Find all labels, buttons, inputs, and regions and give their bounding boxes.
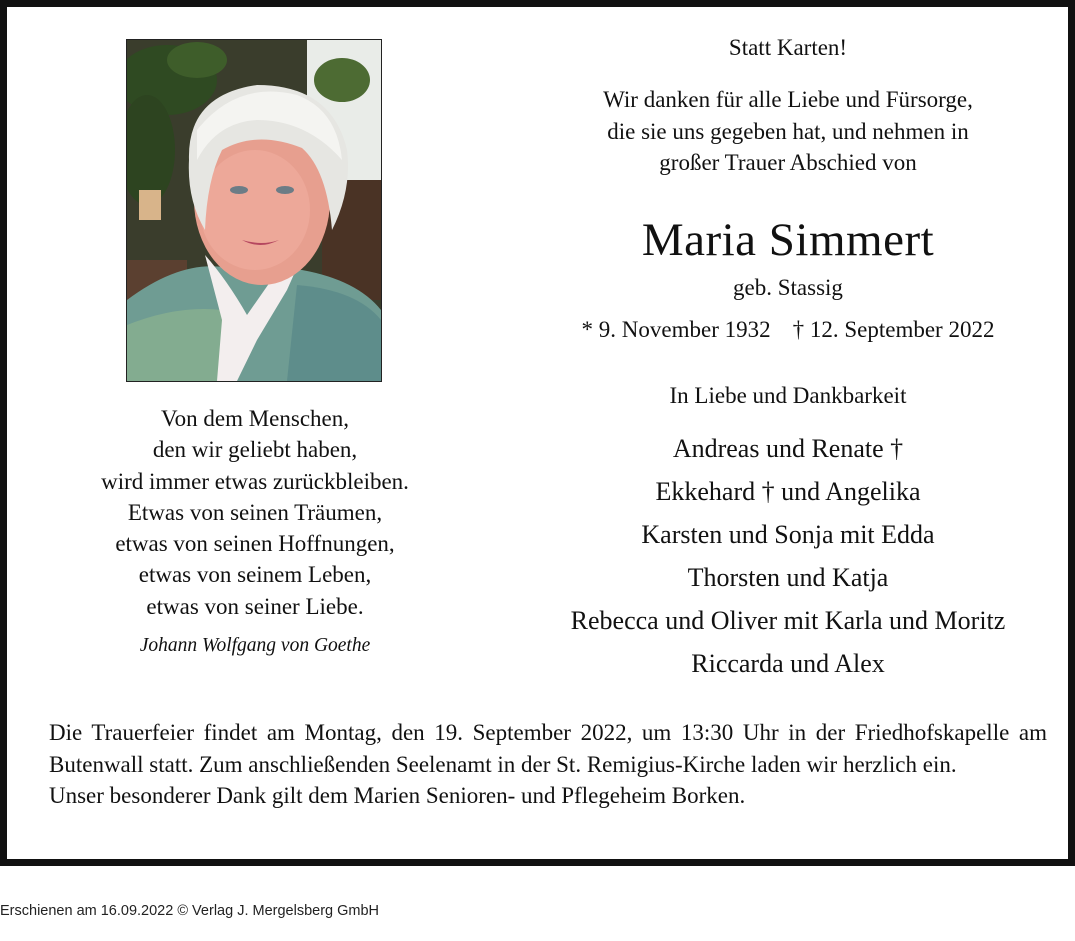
mourner-entry: Andreas und Renate †: [672, 434, 904, 463]
poem-line: wird immer etwas zurückbleiben.: [101, 468, 409, 494]
birth-date: * 9. November 1932: [581, 317, 771, 342]
poem: [45, 403, 465, 622]
mourner-entry: Karsten und Sonja mit Edda: [641, 520, 935, 549]
header-statt-karten: Statt Karten!: [728, 35, 848, 60]
deceased-name: Maria Simmert: [641, 214, 935, 266]
mourner-entry: Ekkehard † und Angelika: [655, 477, 921, 506]
thanks-line: die sie uns gegeben hat, und nehmen in: [607, 118, 969, 144]
poem-line: Von dem Menschen,: [160, 406, 350, 431]
mourners-list: [503, 427, 1073, 685]
funeral-details: Die Trauerfeier findet am Montag, den 19. September 2022, um 13:30 Uhr in der Friedhofskapelle am Butenwall statt. Zum anschließenden Seelenamt in der St. Remigius-Kirche laden wir herzlich ein.: [49, 720, 1047, 777]
special-thanks: Unser besonderer Dank gilt dem Marien Senioren- und Pflegeheim Borken.: [49, 783, 746, 808]
birth-name: geb. Stassig: [733, 275, 843, 300]
mourner-entry: Riccarda und Alex: [691, 649, 885, 678]
dedication: In Liebe und Dankbarkeit: [669, 383, 907, 408]
poem-line: etwas von seiner Liebe.: [146, 593, 364, 619]
thanks-line: großer Trauer Abschied von: [659, 150, 917, 175]
portrait-image: [127, 40, 381, 381]
poem-author: Johann Wolfgang von Goethe: [139, 635, 371, 656]
life-dates: [503, 317, 1073, 343]
portrait-photo: [126, 39, 382, 382]
poem-line: Etwas von seinen Träumen,: [127, 499, 383, 525]
mourner-entry: Rebecca und Oliver mit Karla und Moritz: [570, 606, 1006, 635]
poem-line: etwas von seinen Hoffnungen,: [115, 531, 395, 557]
poem-line: etwas von seinem Leben,: [138, 562, 372, 588]
poem-line: den wir geliebt haben,: [152, 437, 358, 463]
mourner-entry: Thorsten und Katja: [687, 563, 889, 592]
funeral-notice: [49, 717, 1047, 812]
publication-footer: Erschienen am 16.09.2022 © Verlag J. Mergelsberg GmbH: [0, 903, 380, 919]
death-date: † 12. September 2022: [792, 317, 995, 342]
thanks-text: [503, 84, 1073, 179]
thanks-line: Wir danken für alle Liebe und Fürsorge,: [603, 87, 973, 112]
